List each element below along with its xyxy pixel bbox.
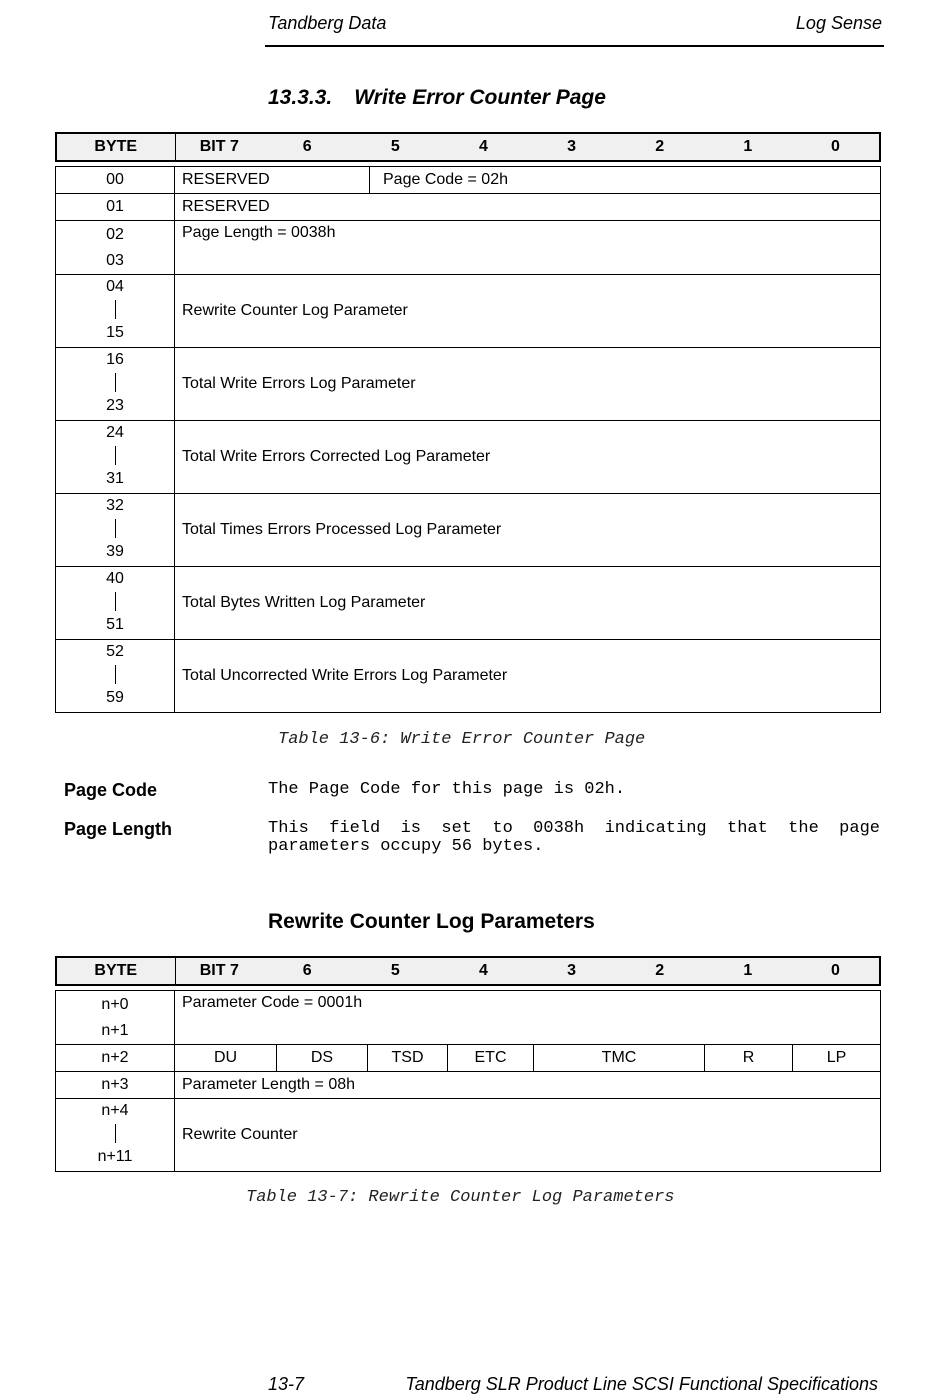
bit-etc-cell: ETC: [448, 1045, 534, 1072]
bit-tsd-cell: TSD: [368, 1045, 448, 1072]
reserved-cell: RESERVED: [175, 194, 881, 221]
byte-end: n+1: [101, 1022, 129, 1039]
write-error-counter-table: [55, 166, 881, 713]
table2-caption: Table 13-7: Rewrite Counter Log Parameters: [246, 1188, 675, 1207]
parameter-cell: Total Bytes Written Log Parameter: [175, 567, 881, 640]
byte-cell: 01: [56, 194, 175, 221]
range-bar: [115, 592, 116, 611]
rewrite-counter-cell: Rewrite Counter: [175, 1099, 881, 1172]
byte-start: n+4: [101, 1102, 129, 1119]
parameter-cell: Total Write Errors Log Parameter: [175, 348, 881, 421]
byte-cell: n+3: [56, 1072, 175, 1099]
bit-header-0: 0: [792, 957, 880, 985]
table-row: [56, 567, 881, 640]
table-row: [56, 1099, 881, 1172]
table-row: [56, 1072, 881, 1099]
byte-range-cell: [56, 421, 175, 494]
bit-header-byte: BYTE: [56, 133, 175, 161]
parameter-cell: Total Times Errors Processed Log Parameter: [175, 494, 881, 567]
byte-end: 59: [106, 689, 124, 706]
byte-end: 39: [106, 543, 124, 560]
table-row: [56, 1045, 881, 1072]
bit-tmc-cell: TMC: [534, 1045, 705, 1072]
byte-range-cell: [56, 348, 175, 421]
byte-range-cell: [56, 1099, 175, 1172]
subsection-heading: Rewrite Counter Log Parameters: [268, 910, 595, 933]
byte-range-cell: [56, 640, 175, 713]
table-row: [56, 991, 881, 1045]
parameter-length-cell: Parameter Length = 08h: [175, 1072, 881, 1099]
bit-header-4: 4: [439, 957, 527, 985]
byte-range-cell: [56, 991, 175, 1045]
byte-range-cell: [56, 275, 175, 348]
bit-header-2: 2: [616, 133, 704, 161]
table-row: [56, 167, 881, 194]
byte-range-cell: [56, 221, 175, 275]
page-number: 13-7: [268, 1374, 305, 1394]
bit-header-5: 5: [351, 957, 439, 985]
bit-ds-cell: DS: [277, 1045, 368, 1072]
byte-start: 52: [106, 643, 124, 660]
reserved-cell: RESERVED: [175, 167, 370, 194]
section-number: 13.3.3.: [268, 86, 333, 109]
running-header-left: Tandberg Data: [268, 13, 387, 33]
bit-r-cell: R: [705, 1045, 793, 1072]
byte-start: 02: [106, 226, 124, 243]
table-row: [56, 421, 881, 494]
definition-term-page-code: Page Code: [64, 780, 158, 800]
byte-start: 32: [106, 497, 124, 514]
byte-start: 04: [106, 278, 124, 295]
table-row: [56, 348, 881, 421]
bit-header-1: 1: [704, 957, 792, 985]
bit-header-0: 0: [792, 133, 880, 161]
byte-end: 15: [106, 324, 124, 341]
byte-end: 03: [106, 252, 124, 269]
definition-term-page-length: Page Length: [64, 819, 173, 839]
bit-header-3: 3: [528, 957, 616, 985]
range-bar: [115, 519, 116, 538]
byte-end: 23: [106, 397, 124, 414]
bit-du-cell: DU: [175, 1045, 277, 1072]
bit-header-1: 1: [704, 133, 792, 161]
range-bar: [115, 1124, 116, 1143]
bit-lp-cell: LP: [793, 1045, 881, 1072]
table1-caption: Table 13-6: Write Error Counter Page: [278, 730, 646, 749]
bit-header-6: 6: [263, 133, 351, 161]
byte-end: 31: [106, 470, 124, 487]
bit-header-5: 5: [351, 133, 439, 161]
byte-start: n+0: [101, 996, 129, 1013]
parameter-code-cell: Parameter Code = 0001h: [175, 991, 881, 1045]
byte-range-cell: [56, 494, 175, 567]
bit-header-6: 6: [263, 957, 351, 985]
byte-start: 24: [106, 424, 124, 441]
parameter-cell: Rewrite Counter Log Parameter: [175, 275, 881, 348]
bit-header-4: 4: [439, 133, 527, 161]
header-rule: [265, 45, 884, 47]
section-title: Write Error Counter Page: [354, 86, 606, 109]
table-row: [56, 194, 881, 221]
table-row: [56, 640, 881, 713]
table1-bit-header: [55, 132, 881, 162]
running-header-right: Log Sense: [795, 13, 882, 33]
byte-cell: 00: [56, 167, 175, 194]
rewrite-counter-table: [55, 990, 881, 1172]
table-row: [56, 494, 881, 567]
bit-header-3: 3: [528, 133, 616, 161]
range-bar: [115, 300, 116, 319]
section-heading: [268, 86, 606, 110]
bit-header-byte: BYTE: [56, 957, 175, 985]
byte-cell: n+2: [56, 1045, 175, 1072]
page-length-cell: Page Length = 0038h: [175, 221, 881, 275]
bit-header-7: BIT 7: [175, 957, 263, 985]
bit-header-2: 2: [616, 957, 704, 985]
byte-end: 51: [106, 616, 124, 633]
parameter-cell: Total Uncorrected Write Errors Log Parameter: [175, 640, 881, 713]
byte-range-cell: [56, 567, 175, 640]
table2-bit-header: [55, 956, 881, 986]
bit-header-7: BIT 7: [175, 133, 263, 161]
definition-text-page-length: This field is set to 0038h indicating that the page parameters occupy 56 bytes.: [268, 819, 880, 856]
range-bar: [115, 446, 116, 465]
byte-start: 40: [106, 570, 124, 587]
definition-text-page-code: The Page Code for this page is 02h.: [268, 780, 626, 799]
byte-end: n+11: [97, 1148, 133, 1165]
byte-start: 16: [106, 351, 124, 368]
parameter-cell: Total Write Errors Corrected Log Parameter: [175, 421, 881, 494]
footer-title: Tandberg SLR Product Line SCSI Functional Specifications: [405, 1374, 878, 1394]
table-row: [56, 221, 881, 275]
table-row: [56, 275, 881, 348]
range-bar: [115, 373, 116, 392]
page-code-cell: Page Code = 02h: [370, 167, 881, 194]
range-bar: [115, 665, 116, 684]
